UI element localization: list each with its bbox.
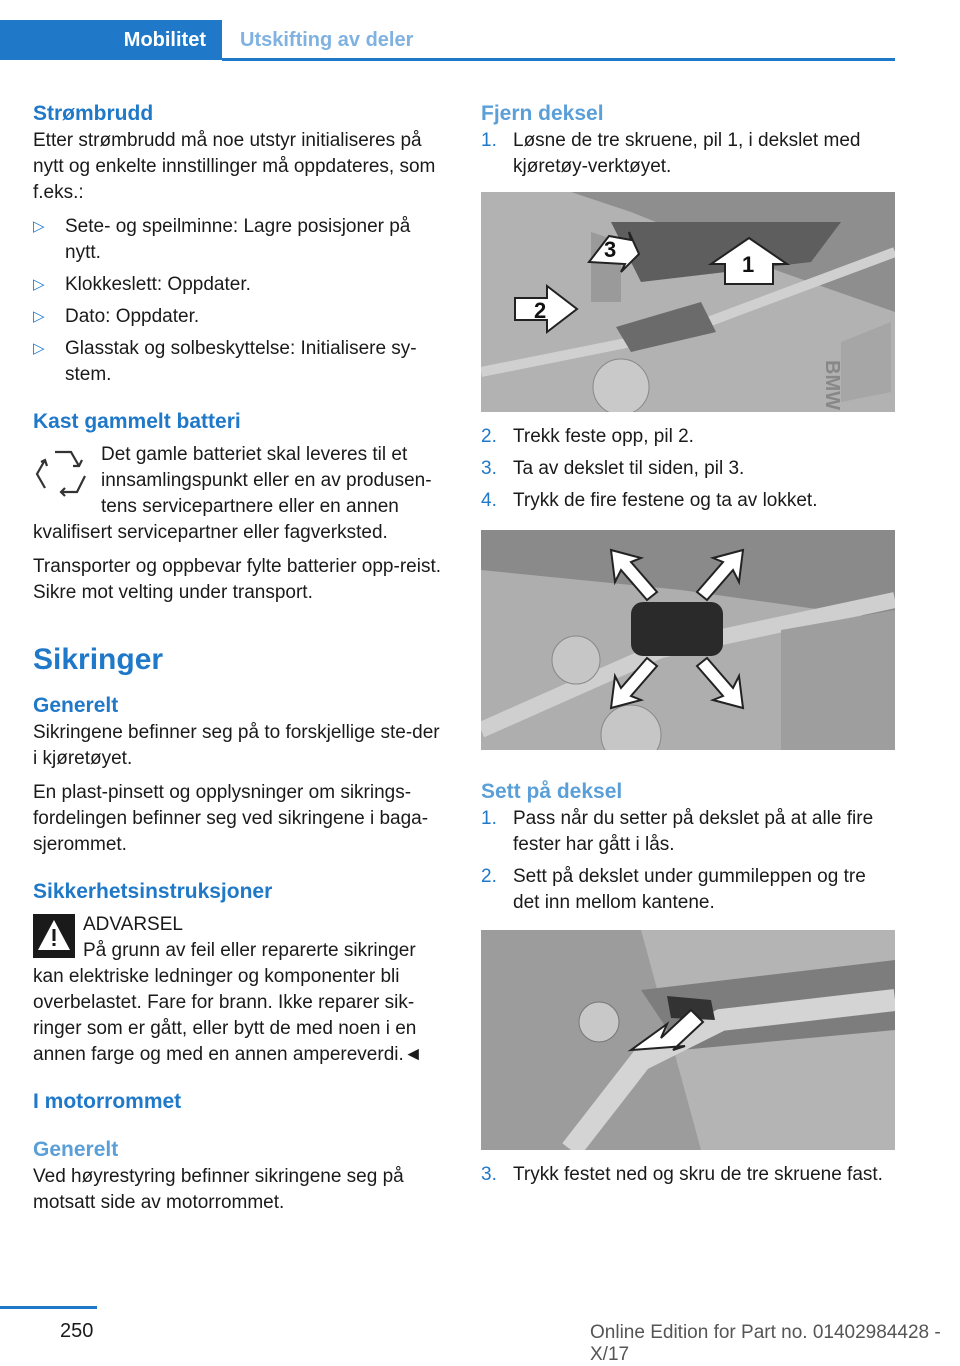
warning-label: ADVARSEL	[83, 914, 183, 935]
figure-label: 2	[534, 298, 547, 323]
section-title-stromnbrudd: Strømbrudd	[33, 102, 154, 125]
step-item: 1. Pass når du setter på dekslet på at alle fire fester har gått i lås.	[481, 808, 874, 855]
section-title-batteri: Kast gammelt batteri	[33, 410, 241, 433]
stromnbrudd-text: Etter strømbrudd må noe utstyr initialiseres på nytt og enkelte innstillinger må oppdateres, som f.eks.:	[33, 130, 436, 203]
warning-icon	[33, 914, 75, 958]
triangle-bullet-icon: ▷	[33, 218, 45, 235]
batteri-text-2: Transporter og oppbevar fylte batterier opp-reist. Sikre mot velting under transport.	[33, 556, 441, 603]
list-item: ▷ Dato: Oppdater.	[33, 304, 448, 330]
list-item: ▷ Glasstak og solbeskyttelse: Initialisere sy-stem.	[33, 336, 448, 388]
figure-label: 1	[742, 252, 755, 277]
tab-mobilitet[interactable]: Mobilitet	[0, 20, 222, 60]
right-column	[481, 100, 896, 1188]
triangle-bullet-icon: ▷	[33, 276, 45, 293]
header-rule	[222, 58, 895, 61]
triangle-bullet-icon: ▷	[33, 308, 45, 325]
footer-rule	[0, 1306, 97, 1309]
step-item: 1. Løsne de tre skruene, pil 1, i dekslet med kjøretøy-verktøyet.	[481, 130, 861, 177]
warning-text: På grunn av feil eller reparerte sikringer kan elektriske ledninger og komponenter bli overbelastet. Fare for brann. Ikke reparer sik-ringer som er gått, eller bytt de med noen i en annen farge og med en annen ampereverdi.◄	[33, 940, 423, 1065]
figure-label: 3	[604, 237, 617, 262]
chapter-title-sikringer: Sikringer	[33, 643, 164, 676]
step-item: 3. Ta av dekslet til siden, pil 3.	[481, 458, 745, 479]
step-item: 2. Sett på dekslet under gummileppen og tre det inn mellom kantene.	[481, 866, 866, 913]
engine-cover-photo-1	[481, 192, 895, 412]
engine-cover-photo-2	[481, 530, 895, 750]
page-number: 250	[60, 1320, 94, 1342]
left-column	[33, 100, 448, 1216]
section-title-sett-pa-deksel: Sett på deksel	[481, 780, 623, 803]
step-item: 2. Trekk feste opp, pil 2.	[481, 426, 694, 447]
section-title-fjern-deksel: Fjern deksel	[481, 102, 604, 125]
header-tabs	[0, 0, 895, 62]
batteri-text: Det gamle batteriet skal leveres til et innsamlingspunkt eller en av produsen-tens servicepartnere eller en annen kvalifisert servicepartner eller fagverksted.	[33, 444, 432, 543]
generelt-text-2: En plast-pinsett og opplysninger om sikrings-fordelingen befinner seg ved sikringene i baga-sjerommet.	[33, 782, 429, 855]
recycle-icon	[33, 446, 93, 500]
generelt-2-text: Ved høyrestyring befinner sikringene seg på motsatt side av motorrommet.	[33, 1166, 404, 1213]
list-item: ▷ Sete- og speilminne: Lagre posisjoner på nytt.	[33, 214, 448, 266]
section-title-sikkerhet: Sikkerhetsinstruksjoner	[33, 880, 273, 903]
generelt-text: Sikringene befinner seg på to forskjellige ste-der i kjøretøyet.	[33, 722, 440, 769]
section-title-motorrommet: I motorrommet	[33, 1090, 182, 1113]
triangle-bullet-icon: ▷	[33, 340, 45, 357]
step-item: 3. Trykk festet ned og skru de tre skruene fast.	[481, 1164, 883, 1185]
list-item: ▷ Klokkeslett: Oppdater.	[33, 272, 448, 298]
section-title-generelt: Generelt	[33, 694, 119, 717]
edition-text: Online Edition for Part no. 01402984428 - X/17	[590, 1322, 941, 1365]
tab-utskifting[interactable]: Utskifting av deler	[240, 29, 414, 51]
figure-brand-text: BMW	[821, 360, 843, 410]
section-title-generelt-2: Generelt	[33, 1138, 119, 1161]
engine-cover-photo-3	[481, 930, 895, 1150]
step-item: 4. Trykk de fire festene og ta av lokket.	[481, 490, 818, 511]
